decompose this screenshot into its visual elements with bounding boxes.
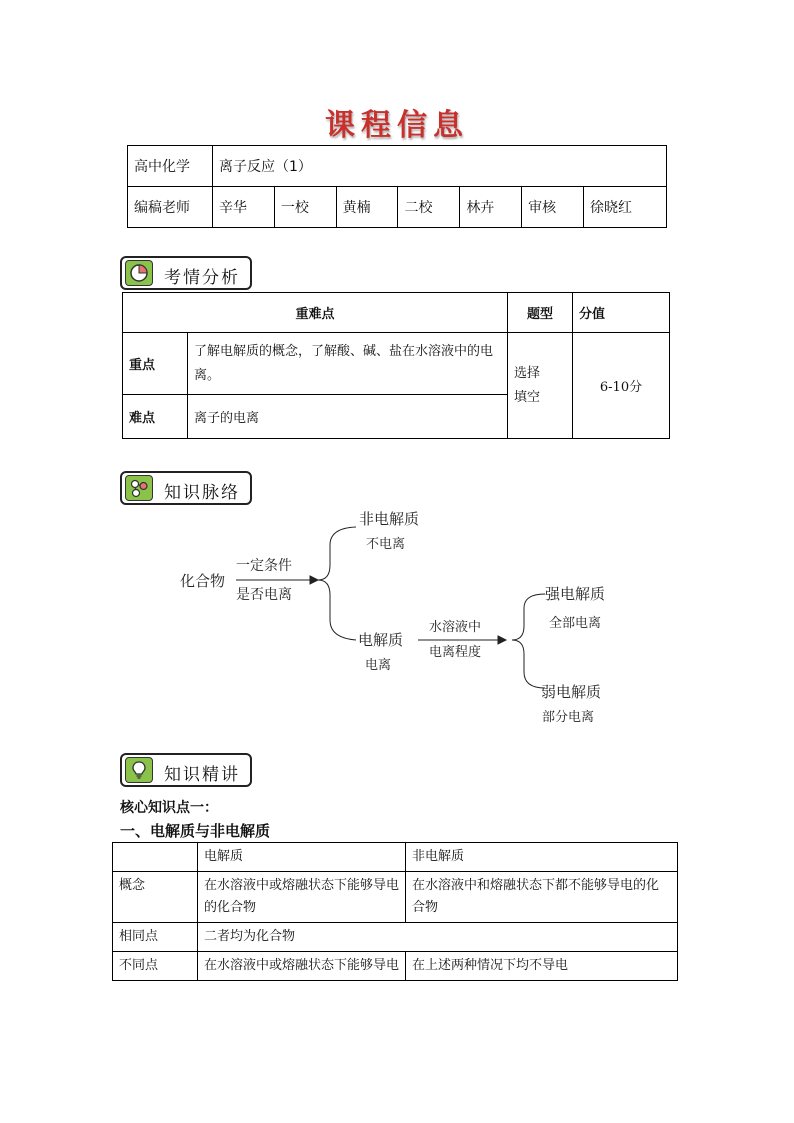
- row-difference-nonelectrolyte: 在上述两种情况下均不导电: [406, 952, 678, 981]
- header-nonelectrolyte: 非电解质: [406, 843, 678, 872]
- node-weak-electrolyte: 弱电解质: [541, 683, 602, 701]
- network-icon: [125, 475, 153, 501]
- node-compound: 化合物: [180, 572, 226, 590]
- section-label: 知识脉络: [164, 483, 240, 503]
- key-label: 重点: [123, 333, 188, 395]
- knowledge-point-title: 核心知识点一：: [120, 800, 218, 816]
- cond1-bottom: 是否电离: [236, 587, 292, 603]
- section-header-lecture: [120, 753, 252, 787]
- note-nonelectrolyte: 不电离: [366, 537, 406, 552]
- brace-2: [512, 594, 545, 688]
- node-nonelectrolyte: 非电解质: [359, 510, 420, 528]
- editor-label-cell: 编稿老师: [128, 187, 213, 228]
- note-weak-electrolyte: 部分电离: [542, 710, 595, 725]
- arrow-head-2: [498, 636, 506, 644]
- course-info-table: [127, 145, 667, 228]
- arrow-head-1: [310, 576, 318, 584]
- score-cell: 6-10分: [573, 333, 670, 439]
- knowledge-subtitle: 一、电解质与非电解质: [120, 822, 271, 840]
- cond2-top: 水溶液中: [429, 620, 482, 635]
- row-difference-label: 不同点: [113, 952, 198, 981]
- header-key-points: 重难点: [123, 293, 508, 333]
- node-strong-electrolyte: 强电解质: [545, 585, 606, 603]
- cond1-top: 一定条件: [236, 558, 292, 574]
- section-label: 知识精讲: [164, 765, 240, 785]
- analysis-table: [122, 292, 670, 439]
- brace-1: [318, 527, 356, 640]
- header-electrolyte: 电解质: [198, 843, 406, 872]
- note-electrolyte: 电离: [365, 658, 392, 673]
- type-line1: 选择: [514, 365, 541, 381]
- row-concept-label: 概念: [113, 872, 198, 923]
- proof1-cell: 黄楠: [336, 187, 398, 228]
- reviewer-cell: 徐晓红: [583, 187, 666, 228]
- node-electrolyte: 电解质: [358, 631, 404, 649]
- page-title: 课程信息: [325, 108, 469, 143]
- row-concept-nonelectrolyte: 在水溶液中和熔融状态下都不能够导电的化合物: [406, 872, 678, 923]
- note-strong-electrolyte: 全部电离: [549, 616, 602, 631]
- classification-diagram: [0, 500, 794, 730]
- proof2-label-cell: 二校: [398, 187, 460, 228]
- row-similarity-label: 相同点: [113, 923, 198, 952]
- key-text: 了解电解质的概念，了解酸、碱、盐在水溶液中的电离。: [188, 333, 508, 395]
- row-concept-electrolyte: 在水溶液中或熔融状态下能够导电的化合物: [198, 872, 406, 923]
- proof2-cell: 林卉: [460, 187, 522, 228]
- type-line2: 填空: [514, 389, 541, 405]
- question-type-cell: [508, 333, 573, 439]
- proof1-label-cell: 一校: [274, 187, 336, 228]
- comparison-table: [112, 842, 678, 981]
- corner-cell: [113, 843, 198, 872]
- pie-chart-icon: [125, 260, 153, 286]
- review-label-cell: 审核: [522, 187, 584, 228]
- hard-label: 难点: [123, 395, 188, 439]
- section-label: 考情分析: [164, 268, 240, 288]
- header-score: 分值: [573, 293, 670, 333]
- lightbulb-icon: [125, 757, 153, 783]
- row-similarity-text: 二者均为化合物: [198, 923, 678, 952]
- hard-text: 离子的电离: [188, 395, 508, 439]
- editor-cell: 辛华: [213, 187, 275, 228]
- subject-cell: 高中化学: [128, 146, 213, 187]
- section-header-analysis: [120, 256, 252, 290]
- lesson-cell: 离子反应（1）: [213, 146, 667, 187]
- row-difference-electrolyte: 在水溶液中或熔融状态下能够导电: [198, 952, 406, 981]
- header-question-type: 题型: [508, 293, 573, 333]
- cond2-bottom: 电离程度: [429, 645, 482, 660]
